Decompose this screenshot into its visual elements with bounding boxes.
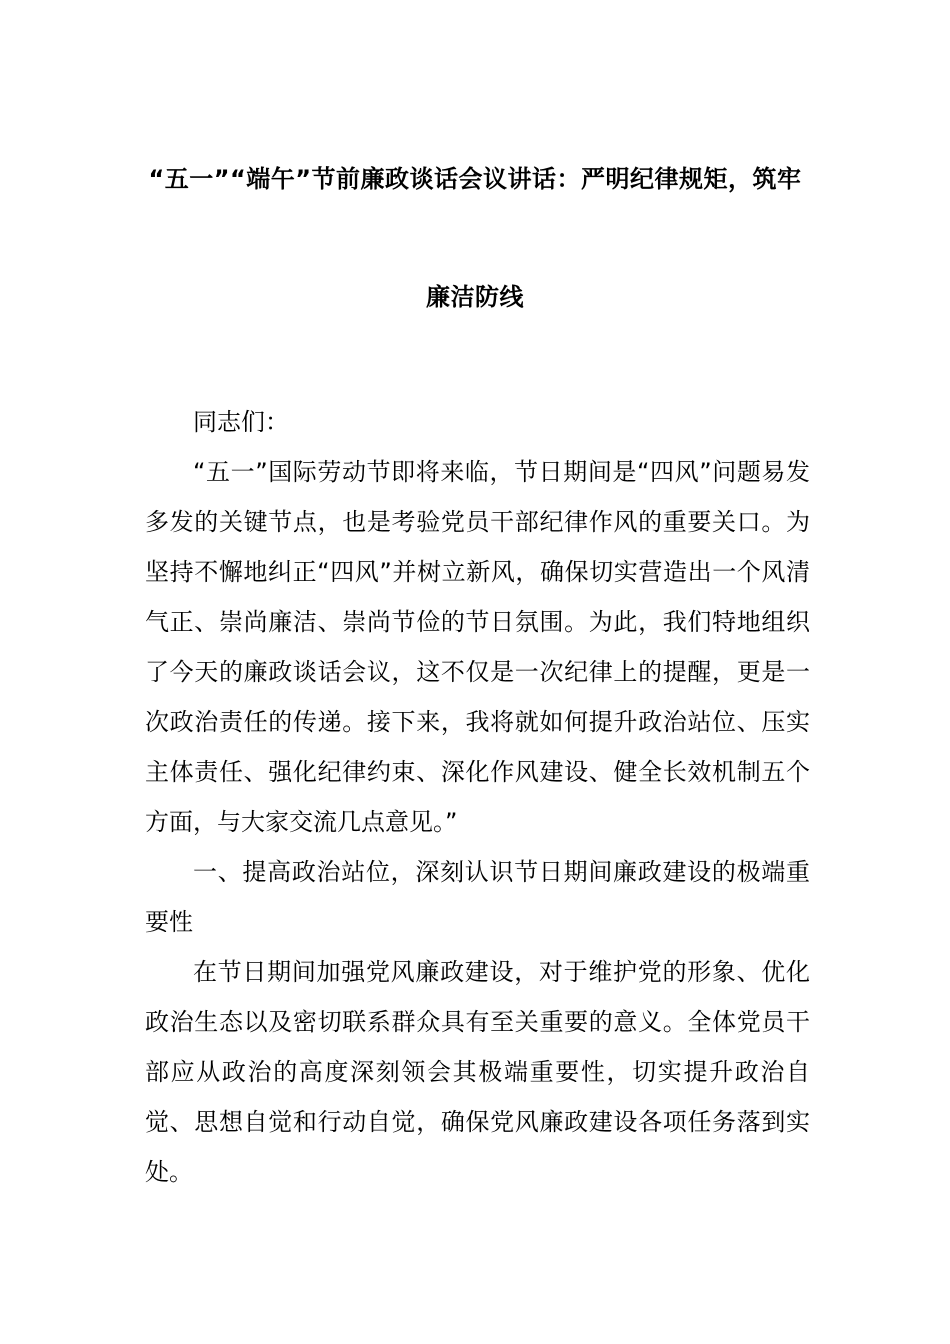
document-title-line-1: “五一”“端午”节前廉政谈话会议讲话：严明纪律规矩，筑牢 [148,165,802,193]
salutation-block [145,397,810,447]
section-heading-1: 一、提高政治站位，深刻认识节日期间廉政建设的极端重要性 [145,858,810,936]
paragraph-section-1: 在节日期间加强党风廉政建设，对于维护党的形象、优化政治生态以及密切联系群众具有至关重要的意义。全体党员干部应从政治的高度深刻领会其极端重要性，切实提升政治自觉、思想自觉和行动自觉，确保党风廉政建设各项任务落到实处。 [145,958,810,1186]
document-title-line-2: 廉洁防线 [426,283,524,311]
document-body [145,447,810,1197]
paragraph-intro: “五一”国际劳动节即将来临，节日期间是“四风”问题易发多发的关键节点，也是考验党员干部纪律作风的重要关口。为坚持不懈地纠正“四风”并树立新风，确保切实营造出一个风清气正、崇尚廉洁、崇尚节俭的节日氛围。为此，我们特地组织了今天的廉政谈话会议，这不仅是一次纪律上的提醒，更是一次政治责任的传递。接下来，我将就如何提升政治站位、压实主体责任、强化纪律约束、深化作风建设、健全长效机制五个方面，与大家交流几点意见。” [145,458,810,836]
salutation: 同志们： [193,408,289,436]
